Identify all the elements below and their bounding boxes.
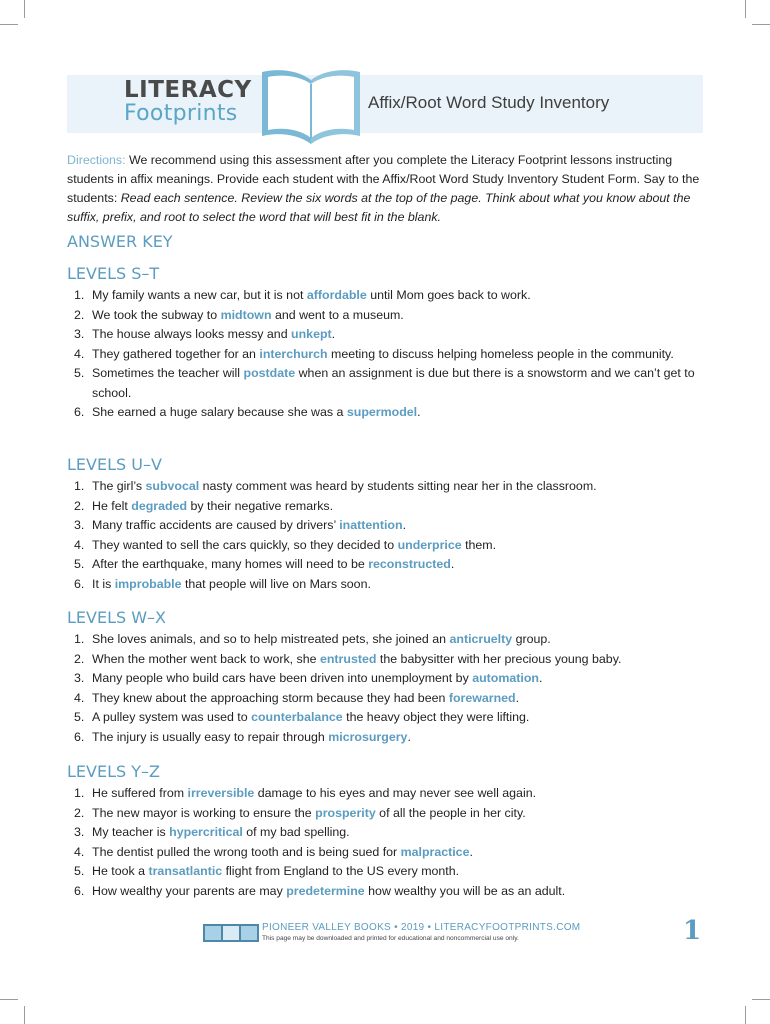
- item-text-before: When the mother went back to work, she: [92, 651, 320, 666]
- answer-key-heading: ANSWER KEY: [67, 232, 173, 251]
- pioneer-valley-books-logo: [203, 924, 259, 942]
- item-text-after: .: [407, 729, 411, 744]
- item-number: 5.: [74, 366, 85, 380]
- item-text-before: It is: [92, 576, 115, 591]
- item-text-before: She earned a huge salary because she was a: [92, 405, 347, 419]
- answer-word: prosperity: [315, 805, 376, 820]
- section-title: LEVELS U–V: [67, 455, 162, 474]
- list-item: [67, 882, 707, 902]
- list-item: [67, 630, 707, 650]
- list-item: [67, 784, 707, 804]
- item-text-before: After the earthquake, many homes will need to be: [92, 557, 369, 571]
- item-text-before: The house always looks messy and: [92, 327, 292, 341]
- item-text-before: How wealthy your parents are may: [92, 883, 287, 898]
- item-text-after: by their negative remarks.: [187, 498, 334, 513]
- item-text-before: He suffered from: [92, 786, 188, 800]
- answer-word: microsurgery: [328, 729, 408, 744]
- answer-word: inattention: [339, 518, 403, 532]
- item-text-after: .: [515, 690, 520, 705]
- literacy-footprints-logo: [124, 79, 252, 125]
- item-list: [67, 286, 707, 423]
- item-number: 4.: [74, 537, 85, 552]
- item-number: 3.: [74, 518, 85, 532]
- answer-word: counterbalance: [251, 710, 343, 724]
- item-text-before: The injury is usually easy to repair through: [92, 729, 329, 744]
- item-text-after: of my bad spelling.: [242, 825, 350, 839]
- answer-word: affordable: [306, 288, 367, 302]
- item-number: 4.: [74, 346, 85, 361]
- list-item: [67, 497, 707, 517]
- item-text-before: We took the subway to: [92, 307, 221, 322]
- item-list: [67, 477, 707, 594]
- item-text-after: flight from England to the US every month.: [222, 864, 460, 878]
- crop-mark: [24, 0, 25, 18]
- item-text-before: A pulley system was used to: [92, 710, 252, 724]
- item-number: 2.: [74, 307, 85, 322]
- open-book-icon: [258, 66, 364, 146]
- list-item: [67, 708, 707, 728]
- item-text-before: My teacher is: [92, 825, 170, 839]
- item-text-after: group.: [512, 632, 551, 646]
- answer-word: subvocal: [145, 479, 200, 493]
- item-text-after: meeting to discuss helping homeless people in the community.: [327, 346, 674, 361]
- crop-mark: [752, 24, 770, 25]
- item-number: 5.: [74, 557, 85, 571]
- answer-word: anticruelty: [449, 632, 513, 646]
- item-text-before: They gathered together for an: [92, 346, 260, 361]
- answer-word: improbable: [114, 576, 182, 591]
- directions-label: Directions:: [67, 153, 126, 167]
- item-number: 6.: [74, 405, 85, 419]
- item-text-before: Sometimes the teacher will: [92, 366, 244, 380]
- item-text-after: the heavy object they were lifting.: [342, 710, 530, 724]
- item-number: 1.: [74, 786, 85, 800]
- list-item: [67, 728, 707, 748]
- item-text-before: The dentist pulled the wrong tooth and is being sued for: [92, 844, 401, 859]
- list-item: [67, 823, 707, 843]
- answer-word: entrusted: [319, 651, 377, 666]
- item-text-after: damage to his eyes and may never see well again.: [254, 786, 537, 800]
- item-text-after: when an assignment is due but there is a snowstorm and we can’t get to school.: [92, 366, 695, 400]
- list-item: [67, 555, 707, 575]
- list-item: [67, 325, 707, 345]
- item-text-before: She loves animals, and so to help mistreated pets, she joined an: [92, 632, 450, 646]
- item-text-after: and went to a museum.: [271, 307, 404, 322]
- crop-mark: [0, 999, 18, 1000]
- item-number: 2.: [74, 498, 85, 513]
- item-text-after: until Mom goes back to work.: [366, 288, 531, 302]
- section-title: LEVELS W–X: [67, 608, 167, 627]
- crop-mark: [24, 1006, 25, 1024]
- item-text-after: .: [402, 518, 407, 532]
- list-item: [67, 536, 707, 556]
- item-number: 3.: [74, 671, 85, 685]
- answer-word: supermodel: [346, 405, 418, 419]
- item-list: [67, 784, 707, 901]
- list-item: [67, 804, 707, 824]
- answer-word: malpractice: [400, 844, 470, 859]
- list-item: [67, 843, 707, 863]
- item-text-after: that people will live on Mars soon.: [181, 576, 371, 591]
- list-item: [67, 862, 707, 882]
- item-text-after: .: [417, 405, 421, 419]
- item-text-before: My family wants a new car, but it is not: [92, 288, 307, 302]
- page-number: 1: [683, 916, 702, 946]
- list-item: [67, 477, 707, 497]
- list-item: [67, 669, 707, 689]
- item-list: [67, 630, 707, 747]
- answer-word: postdate: [243, 366, 296, 380]
- answer-word: degraded: [131, 498, 188, 513]
- item-text-before: Many people who build cars have been driven into unemployment by: [92, 671, 473, 685]
- footer-usage-note: This page may be downloaded and printed for educational and noncommercial use only.: [262, 935, 519, 942]
- list-item: [67, 286, 707, 306]
- item-number: 1.: [74, 479, 85, 493]
- item-number: 2.: [74, 651, 85, 666]
- list-item: [67, 364, 707, 403]
- item-number: 5.: [74, 710, 85, 724]
- directions-text: We recommend using this assessment after you complete the Literacy Footprint lessons instructing students in affix meanings. Provide each student with the Affix/Root Word Study Inventory Student Form. Say to the students:: [67, 153, 700, 205]
- answer-word: hypercritical: [169, 825, 243, 839]
- crop-mark: [752, 999, 770, 1000]
- item-number: 1.: [74, 632, 85, 646]
- list-item: [67, 345, 707, 365]
- item-number: 6.: [74, 576, 85, 591]
- list-item: [67, 575, 707, 595]
- list-item: [67, 650, 707, 670]
- item-text-before: Many traffic accidents are caused by drivers’: [92, 518, 340, 532]
- crop-mark: [745, 0, 746, 18]
- item-number: 4.: [74, 690, 85, 705]
- answer-word: underprice: [397, 537, 462, 552]
- item-number: 4.: [74, 844, 85, 859]
- answer-word: irreversible: [187, 786, 255, 800]
- item-text-after: of all the people in her city.: [375, 805, 526, 820]
- item-text-after: the babysitter with her precious young baby.: [376, 651, 622, 666]
- item-number: 6.: [74, 729, 85, 744]
- item-number: 5.: [74, 864, 85, 878]
- footer-publisher: PIONEER VALLEY BOOKS • 2019 • LITERACYFOOTPRINTS.COM: [262, 922, 581, 933]
- item-number: 3.: [74, 825, 85, 839]
- item-text-after: them.: [461, 537, 497, 552]
- crop-mark: [745, 1006, 746, 1024]
- list-item: [67, 516, 707, 536]
- list-item: [67, 306, 707, 326]
- directions-italic: Read each sentence. Review the six words at the top of the page. Think about what you know about the suffix, prefix, and root to select the word that will best fit in the blank.: [67, 191, 691, 224]
- item-number: 3.: [74, 327, 85, 341]
- answer-word: interchurch: [259, 346, 328, 361]
- item-text-after: .: [450, 557, 455, 571]
- section-title: LEVELS Y–Z: [67, 762, 160, 781]
- page-title: Affix/Root Word Study Inventory: [368, 93, 610, 112]
- answer-word: transatlantic: [148, 864, 223, 878]
- item-text-after: how wealthy you will be as an adult.: [364, 883, 566, 898]
- item-text-after: .: [331, 327, 336, 341]
- answer-word: forewarned: [448, 690, 516, 705]
- item-text-after: nasty comment was heard by students sitting near her in the classroom.: [199, 479, 597, 493]
- answer-word: automation: [472, 671, 539, 685]
- item-text-before: They wanted to sell the cars quickly, so they decided to: [92, 537, 398, 552]
- crop-mark: [0, 24, 18, 25]
- item-number: 6.: [74, 883, 85, 898]
- section-title: LEVELS S–T: [67, 264, 160, 283]
- answer-word: reconstructed: [368, 557, 451, 571]
- item-text-before: The girl’s: [92, 479, 146, 493]
- answer-word: unkept: [291, 327, 332, 341]
- item-number: 2.: [74, 805, 85, 820]
- item-text-before: The new mayor is working to ensure the: [92, 805, 316, 820]
- logo-line-2: Footprints: [124, 101, 238, 126]
- item-number: 1.: [74, 288, 85, 302]
- item-text-before: He took a: [92, 864, 149, 878]
- logo-line-1: LITERACY: [124, 77, 252, 103]
- list-item: [67, 403, 707, 423]
- item-text-after: .: [469, 844, 473, 859]
- item-text-before: They knew about the approaching storm because they had been: [92, 690, 449, 705]
- item-text-before: He felt: [92, 498, 132, 513]
- answer-word: midtown: [220, 307, 272, 322]
- directions-paragraph: [67, 151, 703, 227]
- answer-word: predetermine: [286, 883, 365, 898]
- list-item: [67, 689, 707, 709]
- item-text-after: .: [539, 671, 543, 685]
